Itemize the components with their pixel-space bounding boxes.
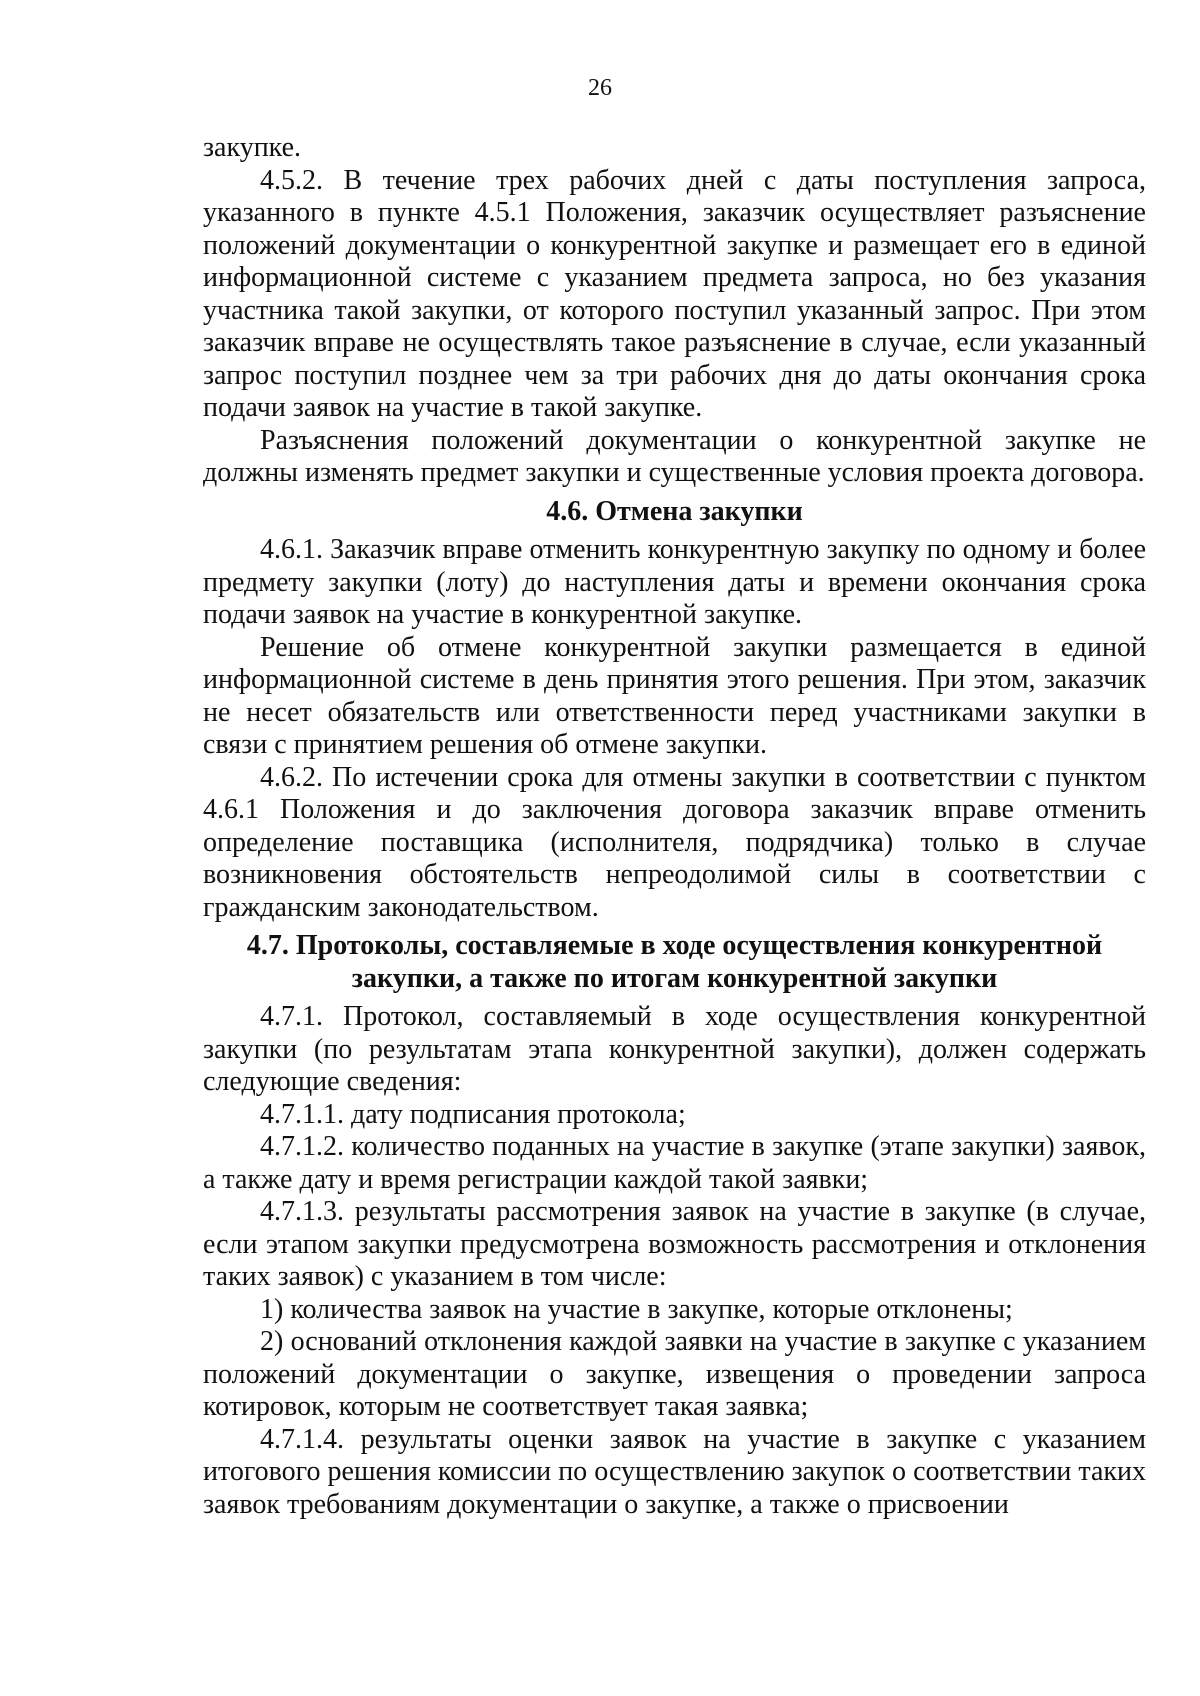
paragraph-4-7-1-3: 4.7.1.3. результаты рассмотрения заявок на участие в закупке (в случае, если этапом закупки предусмотрена возможность рассмотрения и отклонения таких заявок) с указанием в том числе: bbox=[203, 1196, 1146, 1292]
paragraph-cancel-decision: Решение об отмене конкурентной закупки размещается в единой информационной системе в день принятия этого решения. При этом, заказчик не несет обязательств или ответственности перед участниками закупки в связи с принятием решения об отмене закупки. bbox=[203, 631, 1146, 760]
section-heading-4-7: 4.7. Протоколы, составляемые в ходе осуществления конкурентной закупки, а также по итогам конкурентной закупки bbox=[246, 930, 1103, 994]
paragraph-4-5-2: 4.5.2. В течение трех рабочих дней с даты поступления запроса, указанного в пункте 4.5.1 Положения, заказчик осуществляет разъяснение положений документации о конкурентной закупке и размещает его в единой информационной системе с указанием предмета запроса, но без указания участника такой закупки, от которого поступил указанный запрос. При этом заказчик вправе не осуществлять такое разъяснение в случае, если указанный запрос поступил позднее чем за три рабочих дня до даты окончания срока подачи заявок на участие в такой закупке. bbox=[203, 164, 1146, 423]
paragraph-continuation: закупке. bbox=[203, 132, 302, 163]
page-number: 26 bbox=[588, 75, 612, 101]
list-item-2: 2) оснований отклонения каждой заявки на участие в закупке с указанием положений документации о закупке, извещения о проведении запроса котировок, которым не соответствует такая заявка; bbox=[203, 1326, 1146, 1422]
list-item-1: 1) количества заявок на участие в закупке, которые отклонены; bbox=[260, 1293, 1013, 1325]
paragraph-4-7-1-4: 4.7.1.4. результаты оценки заявок на участие в закупке с указанием итогового решения комиссии по осуществлению закупок о соответствии таких заявок требованиям документации о закупке, а также о присвоении bbox=[203, 1423, 1146, 1520]
paragraph-4-7-1-1: 4.7.1.1. дату подписания протокола; bbox=[260, 1098, 686, 1130]
section-heading-4-6: 4.6. Отмена закупки bbox=[546, 495, 803, 527]
paragraph-4-6-2: 4.6.2. По истечении срока для отмены закупки в соответствии с пунктом 4.6.1 Положения и до заключения договора заказчик вправе отменить определение поставщика (исполнителя, подрядчика) только в случае возникновения обстоятельств непреодолимой силы в соответствии с гражданским законодательством. bbox=[203, 761, 1146, 923]
document-body bbox=[203, 132, 1146, 1521]
paragraph-4-7-1-2: 4.7.1.2. количество поданных на участие в закупке (этапе закупки) заявок, а также дату и время регистрации каждой такой заявки; bbox=[203, 1131, 1146, 1195]
paragraph-4-6-1: 4.6.1. Заказчик вправе отменить конкурентную закупку по одному и более предмету закупки (лоту) до наступления даты и времени окончания срока подачи заявок на участие в конкурентной закупке. bbox=[203, 534, 1146, 630]
paragraph-4-7-1: 4.7.1. Протокол, составляемый в ходе осуществления конкурентной закупки (по результатам этапа конкурентной закупки), должен содержать следующие сведения: bbox=[203, 1001, 1146, 1097]
paragraph-clarifications: Разъяснения положений документации о конкурентной закупке не должны изменять предмет закупки и существенные условия проекта договора. bbox=[203, 424, 1146, 488]
